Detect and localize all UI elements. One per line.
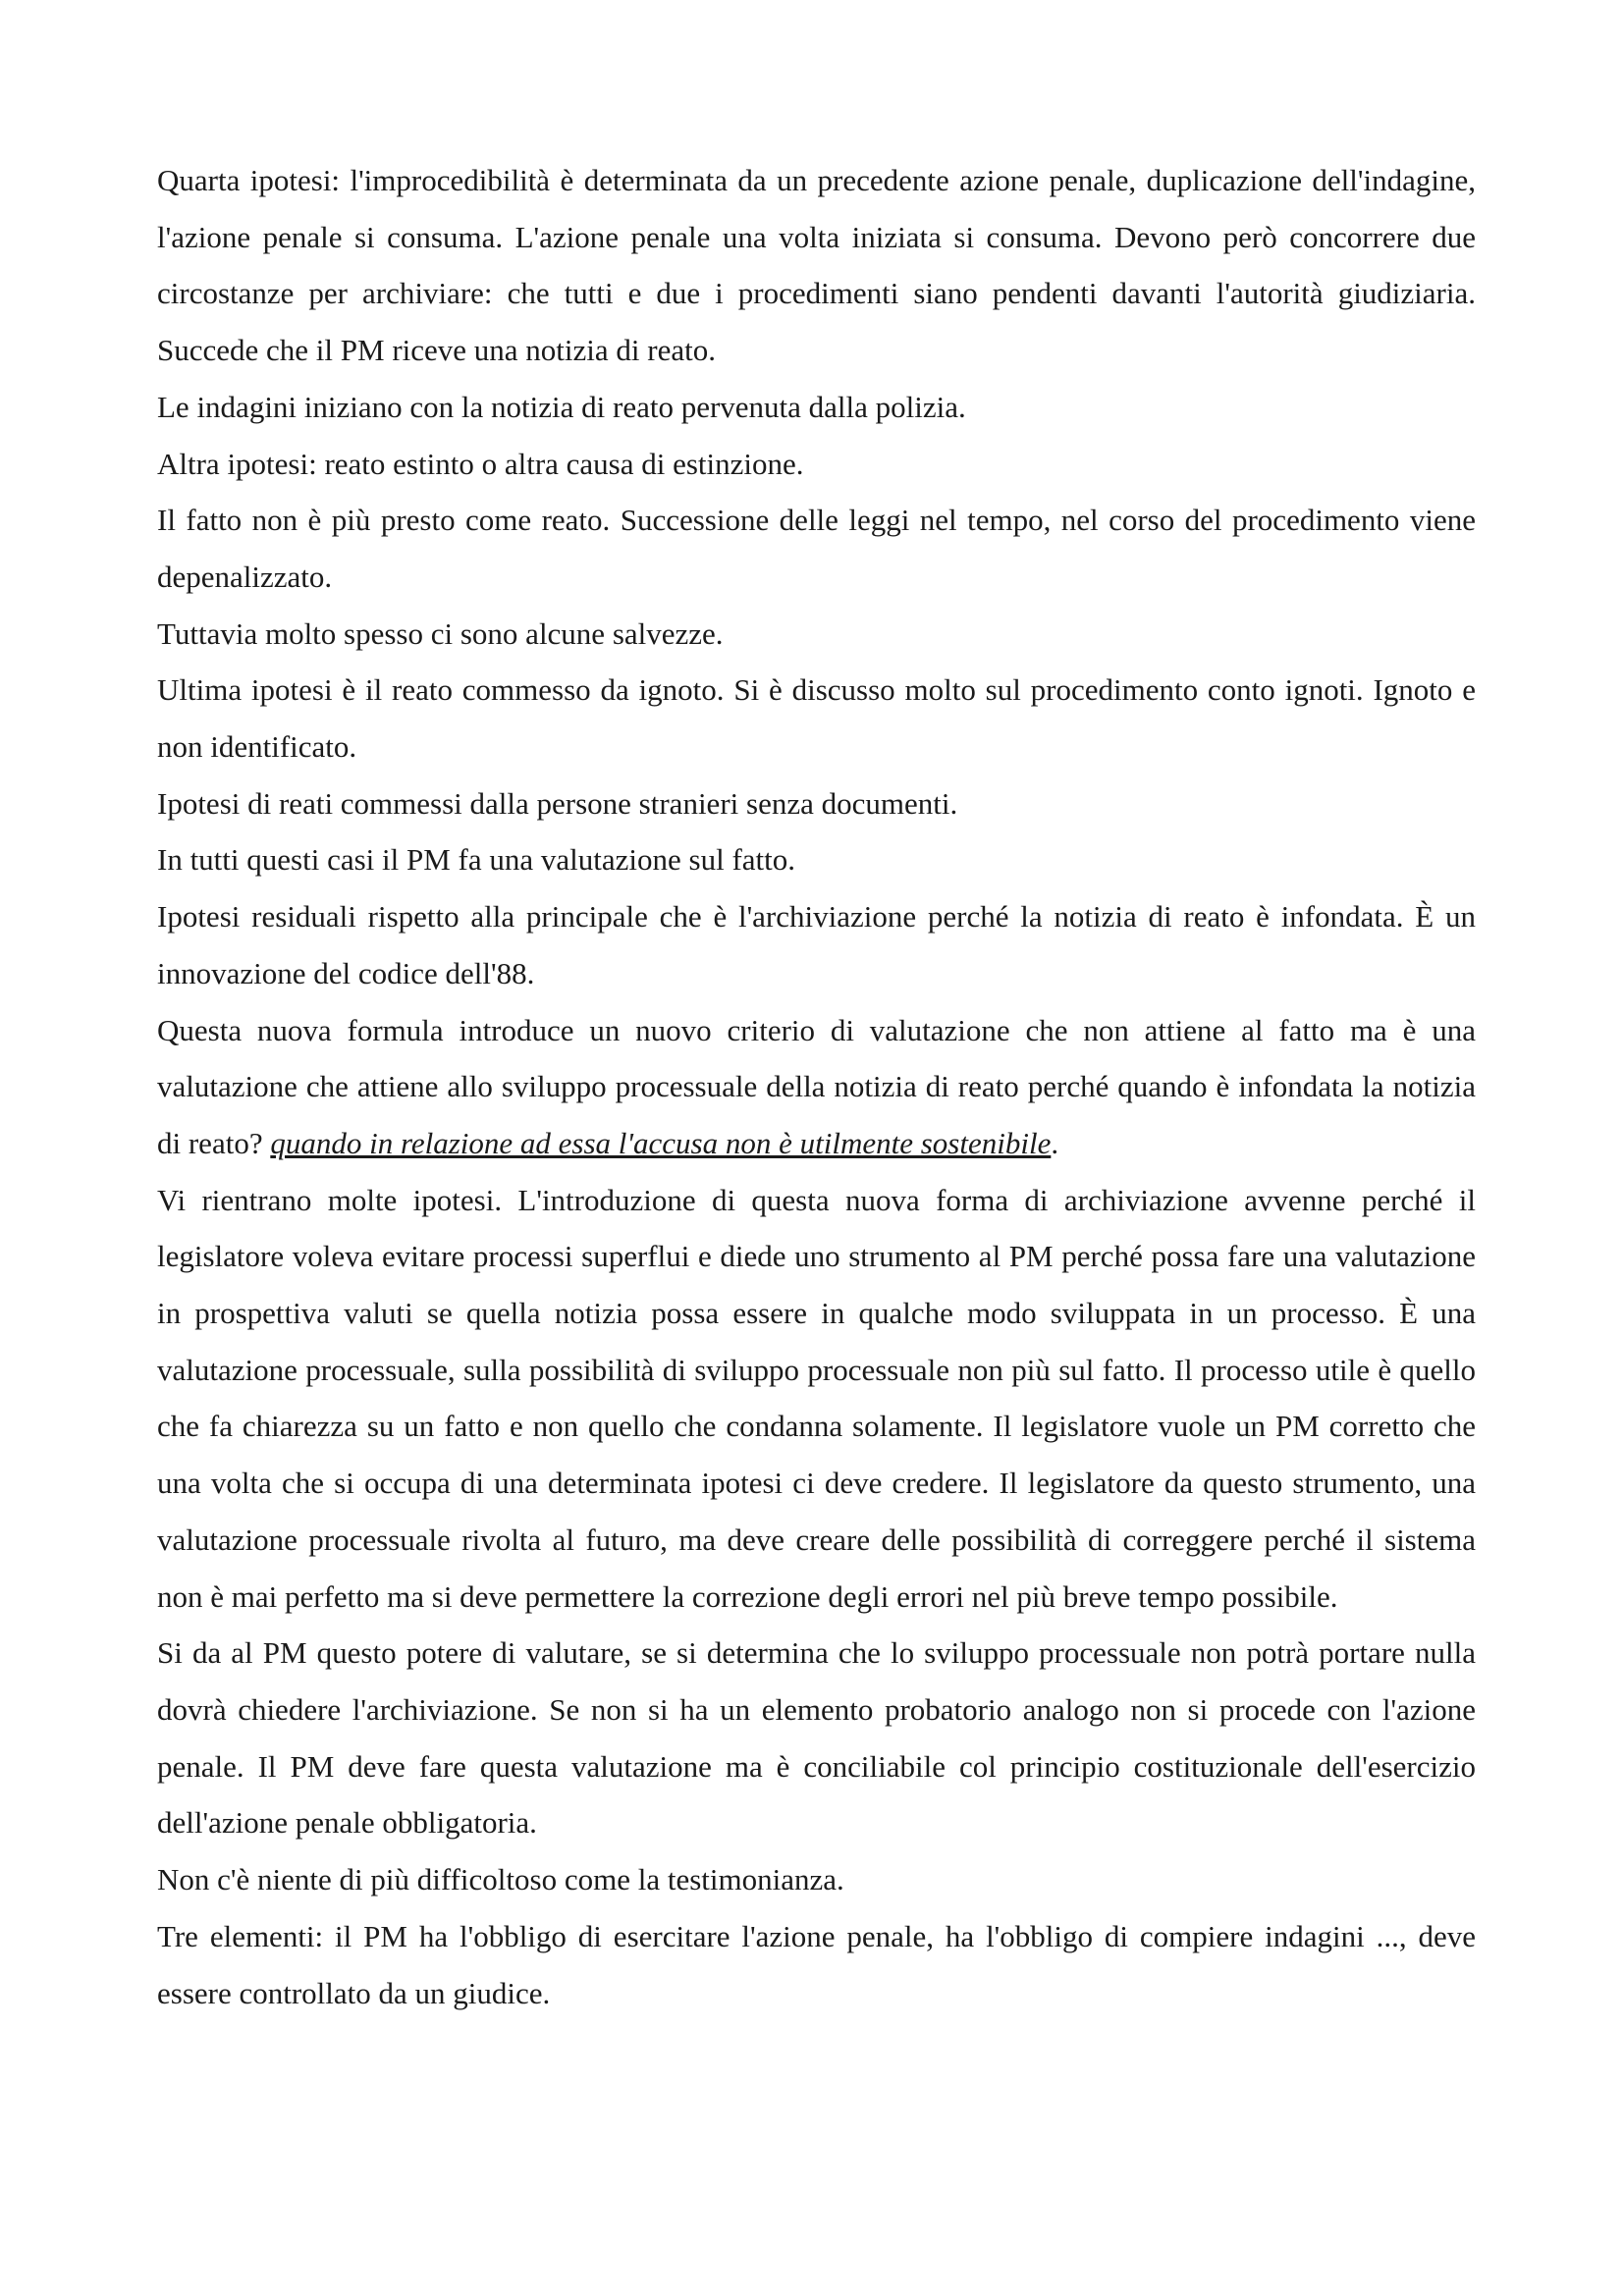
paragraph-tre-elementi: Tre elementi: il PM ha l'obbligo di esercitare l'azione penale, ha l'obbligo di compiere indagini ..., deve essere controllato da un giudice. — [157, 1918, 1476, 2010]
paragraph-reato-ignoto: Ultima ipotesi è il reato commesso da ignoto. Si è discusso molto sul procedimento conto ignoti. Ignoto e non identificato. — [157, 672, 1476, 765]
paragraph-ipotesi-residuali: Ipotesi residuali rispetto alla principale che è l'archiviazione perché la notizia di reato è infondata. È un innovazione del codice dell'88. — [157, 899, 1476, 990]
paragraph-fatto-non-reato: Il fatto non è più presto come reato. Successione delle leggi nel tempo, nel corso del procedimento viene depenalizzato. — [157, 503, 1476, 594]
paragraph-nuova-formula — [157, 1002, 1476, 1172]
paragraph-indagini-iniziano: Le indagini iniziano con la notizia di reato pervenuta dalla polizia. — [157, 389, 966, 424]
paragraph-salvezze: Tuttavia molto spesso ci sono alcune salvezze. — [157, 615, 724, 651]
emphasized-definition: quando in relazione ad essa l'accusa non è utilmente sostenibile — [270, 1125, 1052, 1160]
paragraph-stranieri: Ipotesi di reati commessi dalla persone stranieri senza documenti. — [157, 785, 958, 821]
paragraph-ipotesi-archiviazione: Vi rientrano molte ipotesi. L'introduzione di questa nuova forma di archiviazione avvenne perché il legislatore voleva evitare processi superflui e diede uno strumento al PM perché possa fare una valutazione in prospettiva valuti se quella notizia possa essere in qualche modo sviluppata in un processo. È una valutazione processuale, sulla possibilità di sviluppo processuale non più sul fatto. Il processo utile è quello che fa chiarezza su un fatto e non quello che condanna solamente. Il legislatore vuole un PM corretto che una volta che si occupa di una determinata ipotesi ci deve credere. Il legislatore da questo strumento, una valutazione processuale rivolta al futuro, ma deve creare delle possibilità di correggere perché il sistema non è mai perfetto ma si deve permettere la correzione degli errori nel più breve tempo possibile. — [157, 1182, 1476, 1614]
paragraph-testimonianza: Non c'è niente di più difficoltoso come la testimonianza. — [157, 1862, 844, 1897]
nuova-formula-text: Questa nuova formula introduce un nuovo criterio di valutazione che non attiene al fatto ma è una valutazione che attiene allo sviluppo processuale della notizia di reato perché quando è infondata la notizia di reato? — [157, 1012, 1476, 1160]
paragraph-improcedibilita: Quarta ipotesi: l'improcedibilità è determinata da un precedente azione penale, duplicazione dell'indagine, l'azione penale si consuma. L'azione penale una volta iniziata si consuma. Devono però concorrere due circostanze per archiviare: che tutti e due i procedimenti siano pendenti davanti l'autorità giudiziaria. Succede che il PM riceve una notizia di reato. — [157, 163, 1476, 368]
paragraph-valutazione-fatto: In tutti questi casi il PM fa una valutazione sul fatto. — [157, 842, 796, 878]
nuova-formula-end: . — [1051, 1125, 1059, 1160]
paragraph-potere-valutare: Si da al PM questo potere di valutare, se si determina che lo sviluppo processuale non potrà portare nulla dovrà chiedere l'archiviazione. Se non si ha un elemento probatorio analogo non si procede con l'azione penale. Il PM deve fare questa valutazione ma è conciliabile col principio costituzionale dell'esercizio dell'azione penale obbligatoria. — [157, 1635, 1476, 1841]
paragraph-reato-estinto: Altra ipotesi: reato estinto o altra causa di estinzione. — [157, 446, 804, 481]
document-page — [157, 152, 1476, 2021]
